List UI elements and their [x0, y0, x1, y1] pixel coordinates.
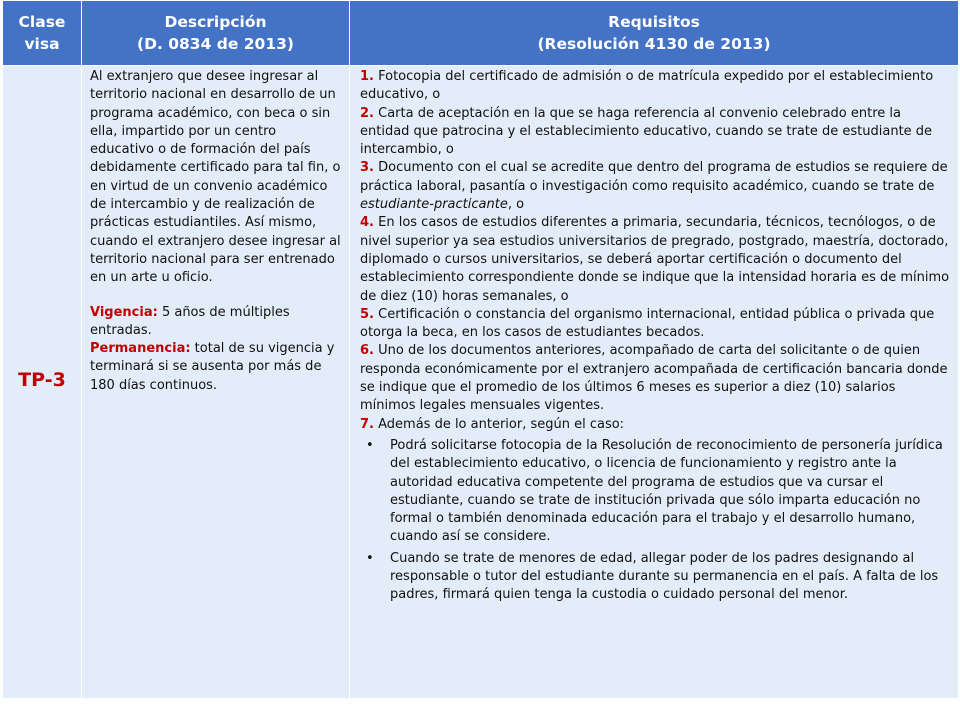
header-requisitos-line1: Requisitos — [608, 13, 700, 31]
requirement-item — [360, 416, 952, 434]
requirement-number: 7. — [360, 416, 374, 432]
vigencia-label: Vigencia: — [90, 304, 158, 320]
list-item — [366, 437, 952, 547]
requirement-number: 3. — [360, 160, 374, 176]
requirement-item — [360, 159, 952, 214]
visa-class-cell — [3, 66, 82, 699]
bullet-text: Podrá solicitarse fotocopia de la Resolución de reconocimiento de personería jurídica del establecimiento educativo, o licencia de funcionamiento y registro ante la autoridad educativa competente del programa de estudios que va cursar el estudiante, cuando se trate de institución privada que sólo imparta educación no formal o también denominada educación para el trabajo y el desarrollo humano, cuando así se considere. — [390, 437, 943, 545]
header-descripcion-line2: (D. 0834 de 2013) — [137, 35, 294, 53]
bullet-icon: • — [366, 550, 374, 566]
vigencia-line — [90, 304, 342, 341]
requirement-number: 6. — [360, 343, 374, 359]
table-row — [3, 66, 959, 699]
requirement-text: Certificación o constancia del organismo internacional, entidad pública o privada que otorga la beca, en los casos de estudiantes becados. — [360, 306, 935, 341]
list-item — [366, 550, 952, 605]
requirements-cell — [350, 66, 959, 699]
bullet-text: Cuando se trate de menores de edad, allegar poder de los padres designando al responsable o tutor del estudiante durante su permanencia en el país. A falta de los padres, firmará quien tenga la custodia o cuidado personal del menor. — [390, 550, 939, 603]
header-clase-line2: visa — [24, 35, 60, 53]
requirement-italic-term: estudiante-practicante — [360, 197, 508, 213]
requirement-text-end: , o — [507, 197, 525, 213]
requirement-number: 4. — [360, 215, 374, 231]
permanencia-label: Permanencia: — [90, 341, 191, 357]
header-requisitos — [350, 1, 959, 66]
table-header-row — [3, 1, 959, 66]
header-clase-line1: Clase — [18, 13, 66, 31]
header-clase-visa — [3, 1, 82, 66]
requirement-text: Carta de aceptación en la que se haga referencia al convenio celebrado entre la entidad que patrocina y el establecimiento educativo, cuando se trate de estudiante de intercambio, o — [360, 105, 933, 158]
header-descripcion — [82, 1, 350, 66]
requirement-number: 5. — [360, 306, 374, 322]
requirement-text: Además de lo anterior, según el caso: — [373, 416, 625, 432]
requirement-text: Documento con el cual se acredite que dentro del programa de estudios se requiere de práctica laboral, pasantía o investigación como requisito académico, cuando se trate de — [360, 160, 948, 194]
permanencia-line — [90, 340, 342, 395]
requirement-text: En los casos de estudios diferentes a primaria, secundaria, técnicos, tecnólogos, o de nivel superior ya sea estudios universitarios de pregrado, postgrado, maestría, doctorado, diplomado o cursos universitarios, se deberá aportar certificación o documento del establecimiento correspondiente donde se indique que la intensidad horaria es de mínimo de diez (10) horas semanales, o — [360, 215, 950, 304]
requirement-bullet-list — [360, 437, 952, 605]
header-descripcion-line1: Descripción — [164, 13, 267, 31]
description-cell — [82, 66, 350, 699]
bullet-icon: • — [366, 437, 374, 453]
requirement-item — [360, 306, 952, 343]
requirement-item — [360, 105, 952, 160]
requirement-item — [360, 342, 952, 415]
requirement-number: 1. — [360, 69, 374, 84]
header-requisitos-line2: (Resolución 4130 de 2013) — [537, 35, 771, 53]
permanencia-text: total de su vigencia y terminará si se ausenta por más de 180 días continuos. — [90, 341, 335, 393]
requirement-text: Fotocopia del certificado de admisión o de matrícula expedido por el establecimiento educativo, o — [360, 69, 934, 103]
description-text: Al extranjero que desee ingresar al territorio nacional en desarrollo de un programa académico, con beca o sin ella, impartido por un centro educativo o de formación del país debidamente certificado para tal fin, o en virtud de un convenio académico de intercambio y de realización de prácticas estudiantiles. Así mismo, cuando el extranjero desee ingresar al territorio nacional para ser entrenado en un arte u oficio. — [90, 69, 341, 286]
requirement-number: 2. — [360, 105, 374, 121]
vigencia-text: 5 años de múltiples entradas. — [90, 304, 290, 338]
visa-requirements-table — [2, 0, 959, 699]
requirement-text: Uno de los documentos anteriores, acompañado de carta del solicitante o de quien responda económicamente por el extranjero acompañada de certificación bancaria donde se indique que el promedio de los últimos 6 meses es superior a diez (10) salarios mínimos legales mensuales vigentes. — [360, 343, 948, 414]
requirement-item — [360, 214, 952, 305]
requirement-item — [360, 68, 952, 105]
visa-class-code: TP-3 — [18, 369, 66, 392]
